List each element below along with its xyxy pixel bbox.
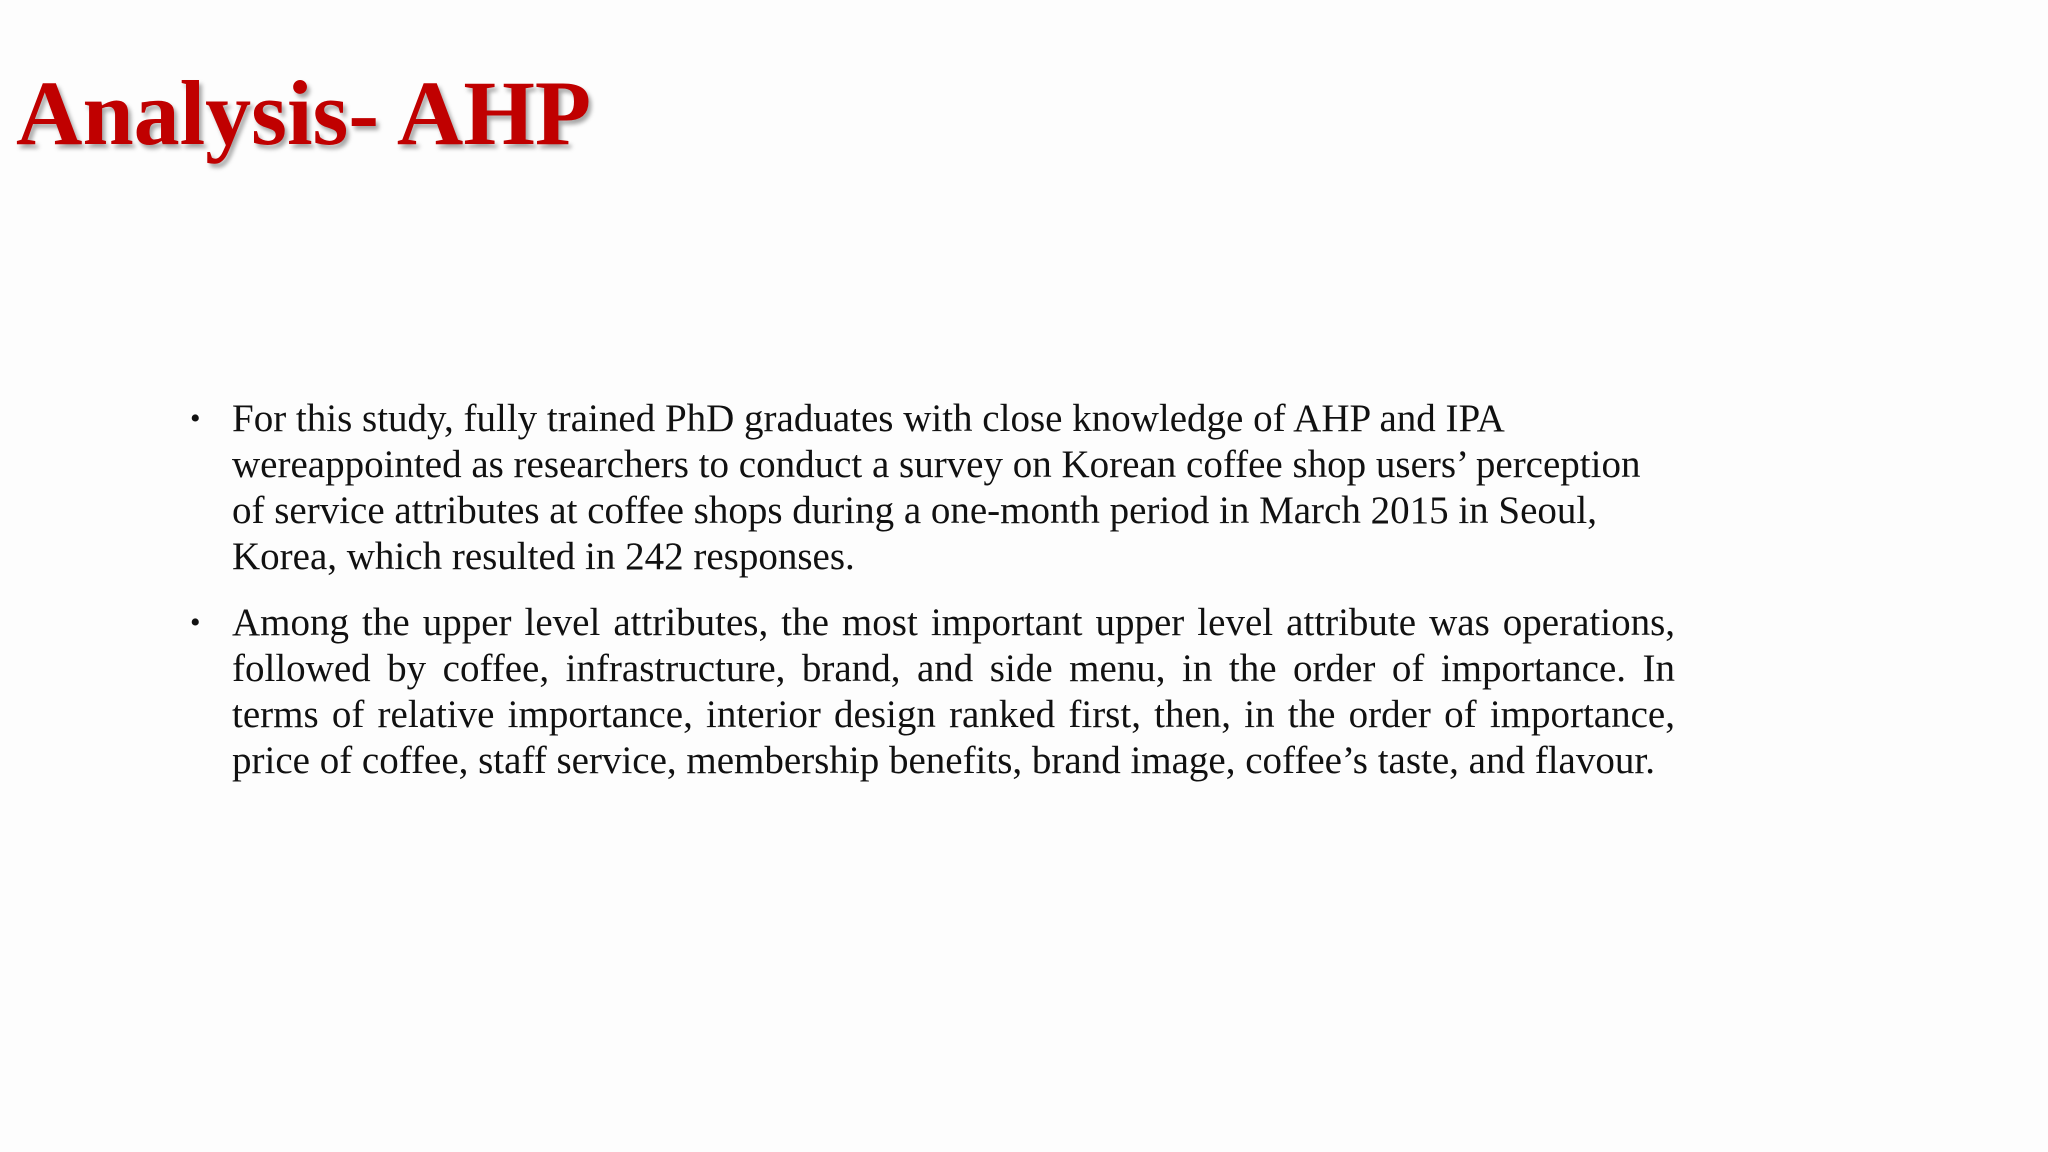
bullet-text: Among the upper level attributes, the most important upper level attribute was operations, followed by coffee, infrastructure, brand, and side menu, in the order of importance. In terms of relative importance, interior design ranked first, then, in the order of importance, price of coffee, staff service, membership benefits, brand image, coffee’s taste, and flavour. (232, 601, 1675, 782)
bullet-list (190, 396, 1675, 804)
slide-title: Analysis- AHP (16, 62, 592, 164)
bullet-item-study-method (190, 396, 1675, 580)
bullet-text: For this study, fully trained PhD graduates with close knowledge of AHP and IPA wereappointed as researchers to conduct a survey on Korean coffee shop users’ perception of service attributes at coffee shops during a one-month period in March 2015 in Seoul, Korea, which resulted in 242 responses. (232, 397, 1641, 578)
bullet-icon: • (190, 402, 201, 435)
bullet-icon: • (190, 606, 201, 639)
bullet-item-findings (190, 600, 1675, 784)
